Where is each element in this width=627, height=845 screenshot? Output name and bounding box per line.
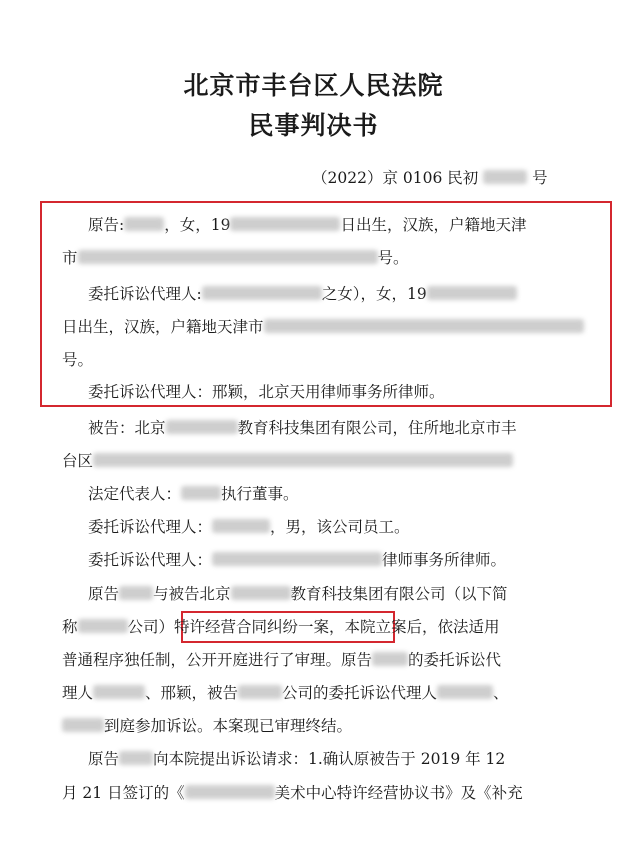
body-line-4 [62, 683, 509, 703]
agent1-line-1 [88, 284, 517, 304]
def-agent1-text: ，男，该公司员工。 [270, 518, 410, 536]
redacted-text [230, 217, 340, 231]
defendant-line-1 [88, 418, 517, 438]
redacted-text [62, 718, 104, 732]
redacted-text [78, 619, 128, 633]
defendant-text: 台区 [62, 452, 94, 470]
body-line-1 [88, 584, 508, 604]
body-line-7 [62, 783, 523, 803]
defendant-line-2 [62, 451, 513, 471]
def-agent2-line [88, 550, 506, 570]
legal-rep-text: 执行董事。 [221, 485, 299, 503]
redacted-text [93, 453, 513, 467]
plaintiff-line-2 [62, 248, 409, 268]
redacted-text [78, 250, 378, 264]
plaintiff-text: 号。 [377, 249, 409, 267]
body-text: 美术中心特许经营协议书》及《补充 [274, 784, 523, 802]
redacted-text [264, 319, 584, 333]
def-agent1-label: 委托诉讼代理人： [88, 518, 213, 536]
body-text: 、邢颖，被告 [145, 684, 239, 702]
body-line-5 [62, 716, 352, 736]
redacted-text [181, 486, 221, 500]
redacted-text [437, 685, 493, 699]
case-number-suffix: 号 [532, 169, 548, 187]
body-line-6 [88, 749, 505, 769]
body-line-3 [62, 650, 501, 670]
document-type: 民事判决书 [248, 111, 379, 140]
body-text: 普通程序独任制，公开开庭进行了审理。原告 [62, 651, 373, 669]
body-text: 到庭参加诉讼。本案现已审理终结。 [104, 717, 353, 735]
redacted-text [119, 586, 153, 600]
def-agent2-label: 委托诉讼代理人： [88, 551, 213, 569]
def-agent2-text: 律师事务所律师。 [382, 551, 507, 569]
body-line-2 [62, 617, 500, 637]
body-text: 、 [493, 684, 509, 702]
redacted-text [238, 685, 282, 699]
redacted-text [124, 217, 164, 231]
plaintiff-label: 原告: [88, 216, 125, 234]
body-text: 原告 [88, 585, 120, 603]
body-text: 向本院提出诉讼请求：1.确认原被告于 2019 年 12 [153, 750, 506, 768]
agent1-line-3: 号。 [62, 351, 94, 369]
redacted-text [231, 586, 291, 600]
body-text: 称 [62, 618, 78, 636]
redacted-text [119, 751, 153, 765]
body-text: ，本院立案后，依法适用 [329, 618, 500, 636]
redacted-text [185, 785, 275, 799]
agent1-text: 之女），女，19 [321, 285, 427, 303]
def-agent1-line [88, 517, 410, 537]
redacted-text [166, 420, 238, 434]
legal-rep-line [88, 484, 299, 504]
agent1-line-2 [62, 317, 584, 337]
redacted-text [427, 286, 517, 300]
redacted-text [212, 552, 382, 566]
plaintiff-line-1 [88, 215, 526, 235]
body-text: 公司） [127, 618, 175, 636]
legal-rep-label: 法定代表人： [88, 485, 182, 503]
case-number [312, 168, 548, 188]
redacted-text [483, 170, 527, 184]
redacted-text [202, 286, 322, 300]
redacted-text [372, 652, 408, 666]
body-text: 的委托诉讼代 [408, 651, 502, 669]
body-text: 月 21 日签订的《 [62, 784, 185, 802]
defendant-label: 被告：北京 [88, 419, 166, 437]
agent1-label: 委托诉讼代理人: [88, 285, 202, 303]
agent2-line: 委托诉讼代理人：邢颖，北京天用律师事务所律师。 [88, 383, 445, 401]
agent1-text: 日出生，汉族，户籍地天津市 [62, 318, 264, 336]
defendant-text: 教育科技集团有限公司，住所地北京市丰 [237, 419, 517, 437]
case-number-prefix: （2022）京 0106 民初 [312, 169, 479, 187]
body-text: 原告 [88, 750, 120, 768]
redacted-text [212, 519, 270, 533]
body-text: 理人 [62, 684, 94, 702]
body-text: 公司的委托诉讼代理人 [282, 684, 438, 702]
plaintiff-text: 日出生，汉族，户籍地天津 [340, 216, 527, 234]
plaintiff-text: ，女，19 [164, 216, 231, 234]
dispute-type: 特许经营合同纠纷一案 [174, 618, 330, 636]
body-text: 教育科技集团有限公司（以下简 [290, 585, 508, 603]
body-text: 与被告北京 [153, 585, 231, 603]
plaintiff-text: 市 [62, 249, 78, 267]
court-name: 北京市丰台区人民法院 [183, 71, 444, 100]
redacted-text [93, 685, 145, 699]
